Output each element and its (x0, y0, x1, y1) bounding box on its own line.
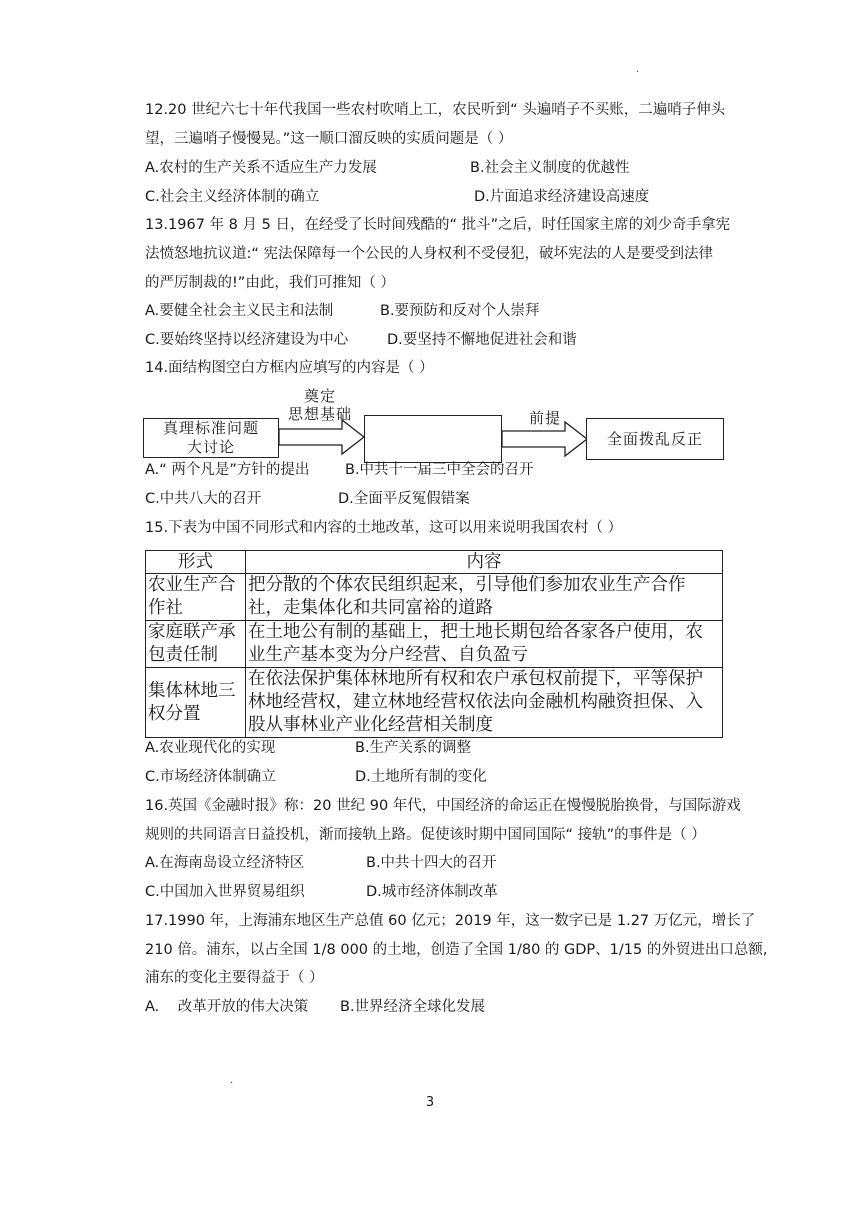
question-17-line-3: 浦东的变化主要得益于（ ） (145, 970, 324, 986)
table-row (146, 574, 723, 621)
question-16-option-b: B.中共十四大的召开 (366, 855, 497, 871)
question-16-option-d: D.城市经济体制改革 (366, 884, 498, 900)
table-cell-form: 集体林地三权分置 (146, 668, 246, 738)
question-13-option-c: C.要始终坚持以经济建设为中心 (145, 332, 349, 348)
land-reform-table (145, 550, 723, 738)
question-17-option-b: B.世界经济全球化发展 (340, 999, 486, 1015)
arrow-2-icon (501, 420, 591, 458)
decorative-dot: . (230, 1075, 234, 1086)
question-13-option-b: B.要预防和反对个人崇拜 (380, 303, 540, 319)
arrow-2-label: 前提 (528, 409, 561, 427)
question-14-stem: 14.面结构图空白方框内应填写的内容是（ ） (145, 360, 434, 376)
question-14-option-a: A.“ 两个凡是”方针的提出 (145, 462, 310, 478)
diagram-box-1-line-2: 大讨论 (186, 438, 235, 456)
question-13-option-a: A.要健全社会主义民主和法制 (145, 303, 334, 319)
question-17-option-a: A. 改革开放的伟大决策 (145, 999, 309, 1015)
question-14-option-d: D.全面平反冤假错案 (338, 491, 470, 507)
question-13-line-1: 13.1967 年 8 月 5 日，在经受了长时间残酷的“ 批斗”之后，时任国家主席的刘少奇手拿宪 (145, 217, 731, 233)
arrow-1-label-line-1: 奠定 (303, 387, 336, 405)
question-12-line-1: 12.20 世纪六七十年代我国一些农村吹哨上工，农民听到“ 头遍哨子不买账，二遍哨子伸头 (145, 102, 726, 118)
question-13-line-3: 的严厉制裁的!”由此，我们可推知（ ） (145, 275, 395, 291)
question-12-line-2: 望，三遍哨子慢慢晃。”这一顺口溜反映的实质问题是（ ） (145, 131, 513, 147)
question-17-line-1: 17.1990 年，上海浦东地区生产总值 60 亿元；2019 年，这一数字已是 1.27 万亿元，增长了 (145, 913, 756, 929)
arrow-1-icon (278, 418, 368, 456)
table-header-row (146, 551, 723, 574)
question-13-option-d: D.要坚持不懈地促进社会和谐 (387, 332, 577, 348)
question-17-line-2: 210 倍。浦东，以占全国 1/8 000 的土地，创造了全国 1/80 的 GDP、1/15 的外贸进出口总额, (145, 942, 768, 958)
question-15-option-a: A.农业现代化的实现 (145, 740, 276, 756)
question-13-line-2: 法愤怒地抗议道:“ 宪法保障每一个公民的人身权利不受侵犯，破坏宪法的人是要受到法律 (145, 246, 714, 262)
table-cell-content: 把分散的个体农民组织起来，引导他们参加农业生产合作社，走集体化和共同富裕的道路 (246, 574, 723, 621)
question-16-line-2: 规则的共同语言日益投机，渐而接轨上路。促使该时期中国同国际“ 接轨”的事件是（ ） (145, 827, 706, 843)
question-15-stem: 15.下表为中国不同形式和内容的土地改革，这可以用来说明我国农村（ ） (145, 520, 623, 536)
question-16-option-a: A.在海南岛设立经济特区 (145, 855, 305, 871)
table-row (146, 621, 723, 668)
question-12-option-c: C.社会主义经济体制的确立 (145, 189, 320, 205)
diagram-box-truth-discussion (143, 418, 279, 458)
question-12-option-a: A.农村的生产关系不适应生产力发展 (145, 160, 377, 176)
question-15-option-c: C.市场经济体制确立 (145, 769, 276, 785)
decorative-dot: . (636, 64, 640, 75)
diagram-box-rectification: 全面拨乱反正 (586, 418, 724, 460)
table-cell-form: 农业生产合作社 (146, 574, 246, 621)
table-header-content: 内容 (246, 551, 723, 574)
page-number: 3 (425, 1095, 435, 1110)
table-cell-content: 在土地公有制的基础上，把土地长期包给各家各户使用，农业生产基本变为分户经营、自负盈亏 (246, 621, 723, 668)
question-12-option-d: D.片面追求经济建设高速度 (474, 189, 650, 205)
table-header-form: 形式 (146, 551, 246, 574)
question-14-option-b: B.中共十一届三中全会的召开 (345, 462, 534, 478)
arrow-1-label-line-2: 思想基础 (287, 405, 352, 423)
question-15-option-d: D.土地所有制的变化 (355, 769, 487, 785)
diagram-box-1-line-1: 真理标准问题 (162, 419, 259, 437)
table-row (146, 668, 723, 738)
table-cell-form: 家庭联产承包责任制 (146, 621, 246, 668)
question-12-option-b: B.社会主义制度的优越性 (470, 160, 630, 176)
question-16-line-1: 16.英国《金融时报》称：20 世纪 90 年代，中国经济的命运正在慢慢脱胎换骨，与国际游戏 (145, 798, 741, 814)
question-15-option-b: B.生产关系的调整 (355, 740, 472, 756)
question-16-option-c: C.中国加入世界贸易组织 (145, 884, 305, 900)
question-14-option-c: C.中共八大的召开 (145, 491, 262, 507)
diagram-blank-box (364, 415, 502, 463)
table-cell-content: 在依法保护集体林地所有权和农户承包权前提下，平等保护林地经营权，建立林地经营权依法向金融机构融资担保、入股从事林业产业化经营相关制度 (246, 668, 723, 738)
